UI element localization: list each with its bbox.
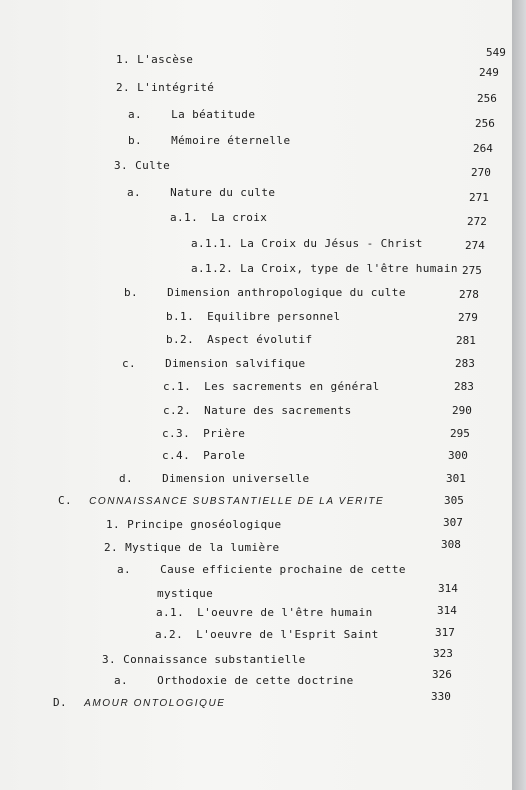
entry-title: Connaissance substantielle bbox=[123, 653, 306, 666]
page-number: 323 bbox=[433, 647, 453, 660]
page-number: 314 bbox=[438, 582, 458, 595]
entry-number: b.1. bbox=[166, 310, 195, 323]
toc-entry bbox=[128, 108, 255, 121]
page-number: 275 bbox=[462, 264, 482, 277]
entry-title: Cause efficiente prochaine de cette bbox=[160, 563, 406, 576]
entry-title: L'ascèse bbox=[137, 53, 194, 66]
page-number: 272 bbox=[467, 215, 487, 228]
entry-title: L'oeuvre de l'Esprit Saint bbox=[196, 628, 379, 641]
page-number: 314 bbox=[437, 604, 457, 617]
entry-title: Aspect évolutif bbox=[207, 333, 313, 346]
toc-entry bbox=[124, 286, 406, 299]
entry-number: d. bbox=[119, 472, 134, 485]
entry-title: Dimension anthropologique du culte bbox=[167, 286, 406, 299]
toc-entry bbox=[191, 237, 423, 250]
page-number: 249 bbox=[479, 66, 499, 79]
toc-entry bbox=[114, 159, 170, 172]
entry-number: c.4. bbox=[162, 449, 191, 462]
toc-entry bbox=[163, 404, 352, 417]
page-number: 270 bbox=[471, 166, 491, 179]
page-number: 264 bbox=[473, 142, 493, 155]
toc-entry bbox=[127, 186, 275, 199]
page-number: 283 bbox=[454, 380, 474, 393]
entry-title: Nature du culte bbox=[170, 186, 276, 199]
page-number: 278 bbox=[459, 288, 479, 301]
entry-title: Mémoire éternelle bbox=[171, 134, 291, 147]
toc-entry bbox=[170, 211, 267, 224]
page-number: 295 bbox=[450, 427, 470, 440]
entry-number: C. bbox=[58, 494, 73, 507]
entry-number: b.2. bbox=[166, 333, 195, 346]
page-number: 279 bbox=[458, 311, 478, 324]
entry-title: La Croix, type de l'être humain bbox=[240, 262, 458, 275]
entry-title: La béatitude bbox=[171, 108, 256, 121]
entry-number: a.1. bbox=[170, 211, 199, 224]
page-number: 326 bbox=[432, 668, 452, 681]
toc-entry bbox=[162, 449, 245, 462]
entry-number: D. bbox=[53, 696, 68, 709]
page-number: 308 bbox=[441, 538, 461, 551]
entry-number: 3. bbox=[114, 159, 129, 172]
toc-section-entry bbox=[58, 494, 384, 507]
entry-title: Principe gnoséologique bbox=[127, 518, 282, 531]
toc-entry bbox=[191, 262, 458, 275]
entry-number: 1. bbox=[116, 53, 131, 66]
toc-entry bbox=[166, 333, 312, 346]
page-number: 301 bbox=[446, 472, 466, 485]
page-number: 274 bbox=[465, 239, 485, 252]
entry-number: a.1.1. bbox=[191, 237, 234, 250]
page-number: 271 bbox=[469, 191, 489, 204]
page-number: 256 bbox=[477, 92, 497, 105]
entry-number: a. bbox=[117, 563, 132, 576]
toc-entry bbox=[155, 628, 379, 641]
toc-entry bbox=[114, 674, 354, 687]
toc-section-entry bbox=[53, 696, 226, 709]
entry-title: Les sacrements en général bbox=[204, 380, 380, 393]
entry-title: Nature des sacrements bbox=[204, 404, 352, 417]
toc-entry bbox=[102, 653, 306, 666]
page-number: 290 bbox=[452, 404, 472, 417]
entry-title: Parole bbox=[203, 449, 246, 462]
page-number: 256 bbox=[475, 117, 495, 130]
entry-number: a. bbox=[114, 674, 129, 687]
toc-entry bbox=[166, 310, 341, 323]
entry-title: La Croix du Jésus - Christ bbox=[240, 237, 423, 250]
entry-title: mystique bbox=[157, 587, 214, 600]
entry-title: Orthodoxie de cette doctrine bbox=[157, 674, 354, 687]
entry-number: c.1. bbox=[163, 380, 192, 393]
page-edge-shadow bbox=[512, 0, 526, 790]
page-number: 549 bbox=[486, 46, 506, 59]
toc-entry bbox=[128, 134, 290, 147]
toc-entry bbox=[117, 563, 406, 576]
page-number: 330 bbox=[431, 690, 451, 703]
toc-entry bbox=[104, 541, 280, 554]
entry-title: Culte bbox=[135, 159, 171, 172]
entry-title: Dimension universelle bbox=[162, 472, 310, 485]
page-number: 305 bbox=[444, 494, 464, 507]
toc-entry bbox=[116, 53, 193, 66]
toc-entry bbox=[163, 380, 380, 393]
entry-title: L'intégrité bbox=[137, 81, 215, 94]
toc-entry bbox=[106, 518, 282, 531]
entry-title: Prière bbox=[203, 427, 246, 440]
toc-entry bbox=[156, 606, 373, 619]
entry-number: a.2. bbox=[155, 628, 184, 641]
page-number: 317 bbox=[435, 626, 455, 639]
page-number: 281 bbox=[456, 334, 476, 347]
entry-number: 1. bbox=[106, 518, 121, 531]
entry-title: L'oeuvre de l'être humain bbox=[197, 606, 373, 619]
entry-number: b. bbox=[124, 286, 139, 299]
entry-number: 3. bbox=[102, 653, 117, 666]
page-number: 300 bbox=[448, 449, 468, 462]
toc-entry bbox=[162, 427, 245, 440]
entry-number: a.1. bbox=[156, 606, 185, 619]
entry-number: a. bbox=[128, 108, 143, 121]
page-number: 307 bbox=[443, 516, 463, 529]
entry-number: a.1.2. bbox=[191, 262, 234, 275]
entry-title: AMOUR ONTOLOGIQUE bbox=[84, 698, 226, 709]
toc-entry-continuation bbox=[157, 587, 213, 600]
entry-title: Dimension salvifique bbox=[165, 357, 306, 370]
page-number: 283 bbox=[455, 357, 475, 370]
entry-number: a. bbox=[127, 186, 142, 199]
entry-title: Equilibre personnel bbox=[207, 310, 341, 323]
entry-title: CONNAISSANCE SUBSTANTIELLE DE LA VERITE bbox=[89, 496, 385, 507]
entry-number: 2. bbox=[116, 81, 131, 94]
entry-number: c. bbox=[122, 357, 137, 370]
entry-number: b. bbox=[128, 134, 143, 147]
toc-entry bbox=[122, 357, 306, 370]
entry-number: c.3. bbox=[162, 427, 191, 440]
entry-title: La croix bbox=[211, 211, 268, 224]
entry-number: c.2. bbox=[163, 404, 192, 417]
toc-entry bbox=[119, 472, 310, 485]
entry-number: 2. bbox=[104, 541, 119, 554]
entry-title: Mystique de la lumière bbox=[125, 541, 280, 554]
toc-entry bbox=[116, 81, 214, 94]
